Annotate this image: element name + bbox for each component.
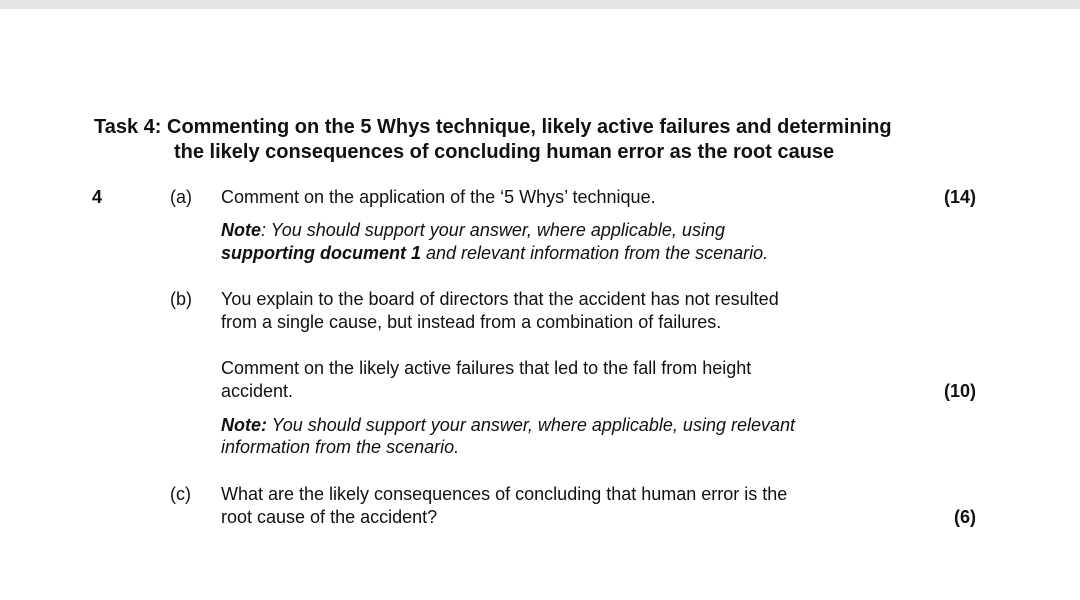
part-a-note-text: : You should support your answer, where applicable, using (261, 220, 725, 240)
part-b-note-line2: information from the scenario. (221, 437, 460, 457)
part-b-text-line4: accident. (221, 381, 294, 401)
task-title (94, 115, 892, 165)
part-a-text: Comment on the application of the ‘5 Whys’ technique. (221, 187, 656, 207)
part-a-note-bold: supporting document 1 (221, 243, 421, 263)
part-a-note-label: Note (221, 220, 261, 240)
part-a-label: (a) (170, 187, 192, 207)
top-strip (0, 0, 1080, 9)
part-b-label: (b) (170, 289, 192, 309)
part-a-marks: (14) (943, 187, 976, 207)
part-c-text-line2: root cause of the accident? (221, 507, 438, 527)
part-a-note-line2 (221, 242, 768, 265)
part-a-note-line1 (221, 219, 725, 242)
part-b-text-line3: Comment on the likely active failures that led to the fall from height (221, 358, 752, 378)
part-c-label: (c) (170, 484, 191, 504)
part-b-note-label: Note: (221, 415, 267, 435)
question-number: 4 (92, 187, 103, 207)
part-a-note-text-2: and relevant information from the scenario. (421, 243, 769, 263)
part-b-text-line2: from a single cause, but instead from a combination of failures. (221, 312, 722, 332)
part-b-note-line1 (221, 414, 795, 437)
part-b-text-line1: You explain to the board of directors that the accident has not resulted (221, 289, 779, 309)
part-c-text-line1: What are the likely consequences of concluding that human error is the (221, 484, 788, 504)
task-title-line1: Task 4: Commenting on the 5 Whys technique, likely active failures and determining (94, 116, 892, 138)
part-b-marks: (10) (943, 381, 976, 401)
part-c-marks: (6) (954, 507, 976, 527)
task-title-line2: the likely consequences of concluding human error as the root cause (174, 141, 835, 163)
part-b-note-text: You should support your answer, where applicable, using relevant (267, 415, 796, 435)
